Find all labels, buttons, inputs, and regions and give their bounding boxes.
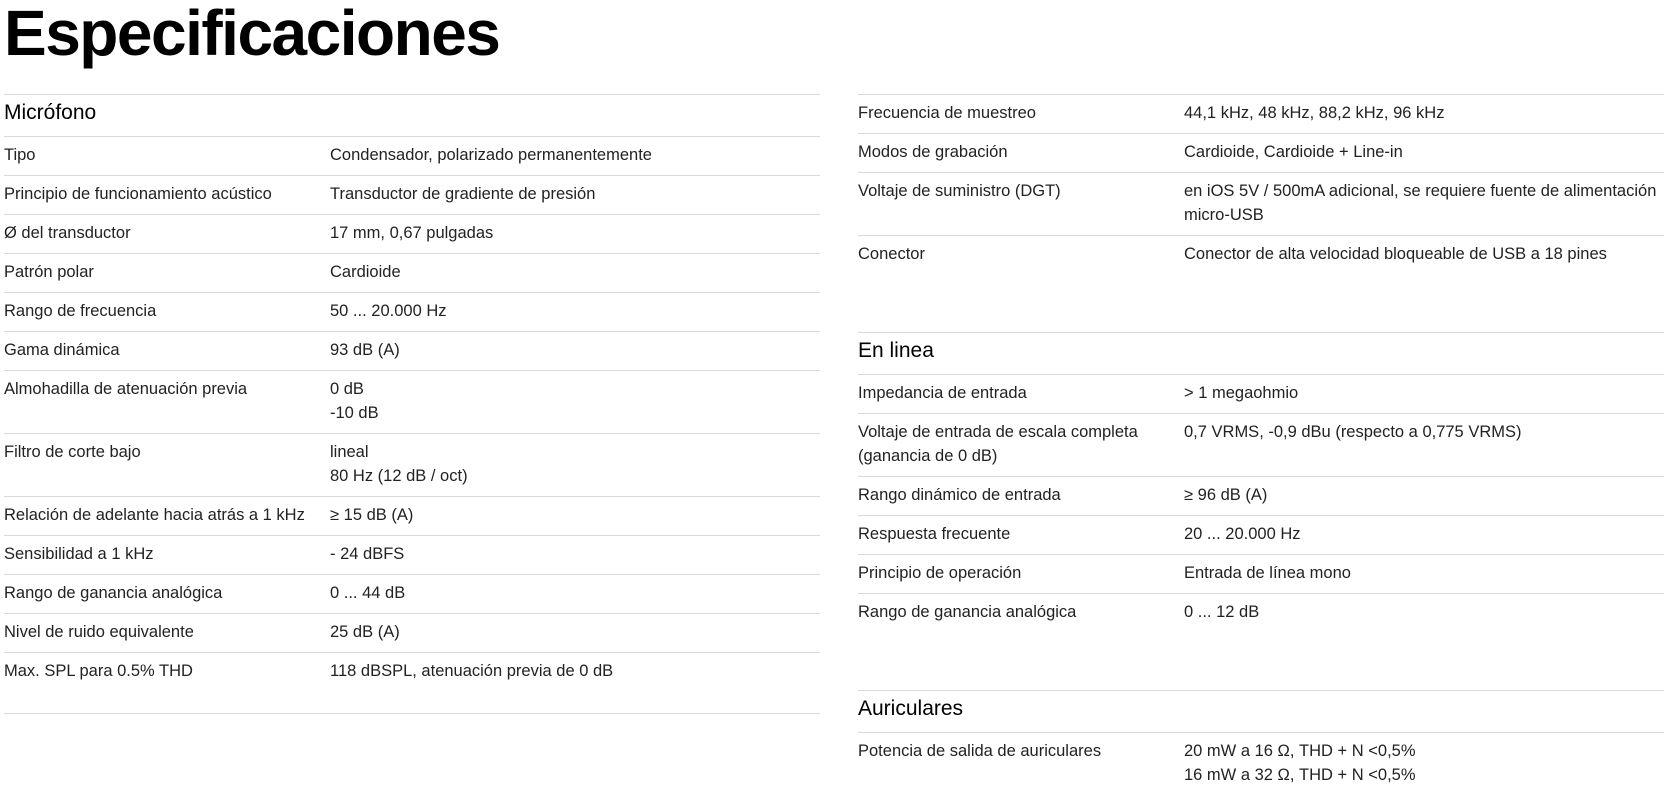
spec-row [858,476,1664,515]
spec-row [858,133,1664,172]
spec-label: Frecuencia de muestreo [858,104,1036,122]
spec-row [4,253,820,292]
spec-label: Voltaje de suministro (DGT) [858,182,1061,200]
spec-value: 0 ... 44 dB [330,584,406,602]
spec-label: Voltaje de entrada de escala completa (ganancia de 0 dB) [858,423,1138,465]
spec-value: Condensador, polarizado permanentemente [330,146,652,164]
spec-value: Cardioide, Cardioide + Line-in [1184,143,1403,161]
spec-row [4,136,820,175]
spec-label: Modos de grabación [858,143,1008,161]
spec-row [4,535,820,574]
spec-value: 17 mm, 0,67 pulgadas [330,224,494,242]
spec-label: Ø del transductor [4,224,131,242]
spec-value: 25 dB (A) [330,623,400,641]
spec-value: 44,1 kHz, 48 kHz, 88,2 kHz, 96 kHz [1184,104,1445,122]
spec-label: Rango de frecuencia [4,302,157,320]
spec-label: Rango de ganancia analógica [858,603,1077,621]
spec-value: 20 mW a 16 Ω, THD + N <0,5% 16 mW a 32 Ω, THD + N <0,5% [1184,742,1416,784]
spec-row [4,214,820,253]
spec-value: Cardioide [330,263,401,281]
spec-row [4,175,820,214]
spec-row [4,433,820,496]
spec-label: Max. SPL para 0.5% THD [4,662,193,680]
spec-label: Patrón polar [4,263,94,281]
spec-row [4,574,820,613]
spec-value: ≥ 96 dB (A) [1184,486,1268,504]
spec-value: 0 ... 12 dB [1184,603,1260,621]
spec-row [4,496,820,535]
section-spacer [858,632,1664,690]
spec-value: 93 dB (A) [330,341,400,359]
spec-row [858,94,1664,133]
spec-label: Sensibilidad a 1 kHz [4,545,154,563]
spec-row [858,374,1664,413]
spec-value: Entrada de línea mono [1184,564,1351,582]
spec-value: en iOS 5V / 500mA adicional, se requiere fuente de alimentación micro-USB [1184,182,1657,224]
spec-value: > 1 megaohmio [1184,384,1299,402]
spec-label: Impedancia de entrada [858,384,1027,402]
spec-row [858,413,1664,476]
spec-label: Principio de funcionamiento acústico [4,185,272,203]
section-spacer [858,274,1664,332]
spec-row [858,554,1664,593]
spec-value: lineal 80 Hz (12 dB / oct) [330,443,468,485]
section-heading-en-linea: En linea [858,332,1664,374]
spec-value: Conector de alta velocidad bloqueable de USB a 18 pines [1184,245,1607,263]
page-title: Especificaciones [4,0,500,69]
spec-label: Tipo [4,146,36,164]
spec-label: Principio de operación [858,564,1022,582]
spec-label: Filtro de corte bajo [4,443,141,461]
spec-row [4,370,820,433]
spec-value: ≥ 15 dB (A) [330,506,414,524]
spec-row [858,593,1664,632]
spec-value: 0,7 VRMS, -0,9 dBu (respecto a 0,775 VRMS) [1184,423,1522,441]
spec-column-right [858,94,1664,795]
spec-row [4,331,820,370]
spec-label: Almohadilla de atenuación previa [4,380,248,398]
spec-row [858,235,1664,274]
spec-column-left [4,94,820,714]
spec-value: - 24 dBFS [330,545,405,563]
section-heading-microfono: Micrófono [4,94,820,136]
spec-label: Potencia de salida de auriculares [858,742,1102,760]
spec-label: Relación de adelante hacia atrás a 1 kHz [4,506,305,524]
spec-value: 50 ... 20.000 Hz [330,302,447,320]
spec-row [4,613,820,652]
spec-row [858,172,1664,235]
spec-row [4,652,820,713]
spec-label: Gama dinámica [4,341,120,359]
spec-row [858,515,1664,554]
spec-label: Nivel de ruido equivalente [4,623,194,641]
spec-value: Transductor de gradiente de presión [330,185,596,203]
spec-label: Rango de ganancia analógica [4,584,223,602]
spec-row [4,292,820,331]
spec-value: 20 ... 20.000 Hz [1184,525,1301,543]
section-heading-auriculares: Auriculares [858,690,1664,732]
spec-value: 0 dB -10 dB [330,380,379,422]
spec-row [858,732,1664,795]
spec-label: Conector [858,245,925,263]
spec-label: Respuesta frecuente [858,525,1011,543]
spec-value: 118 dBSPL, atenuación previa de 0 dB [330,662,614,680]
divider [4,713,820,714]
spec-label: Rango dinámico de entrada [858,486,1061,504]
